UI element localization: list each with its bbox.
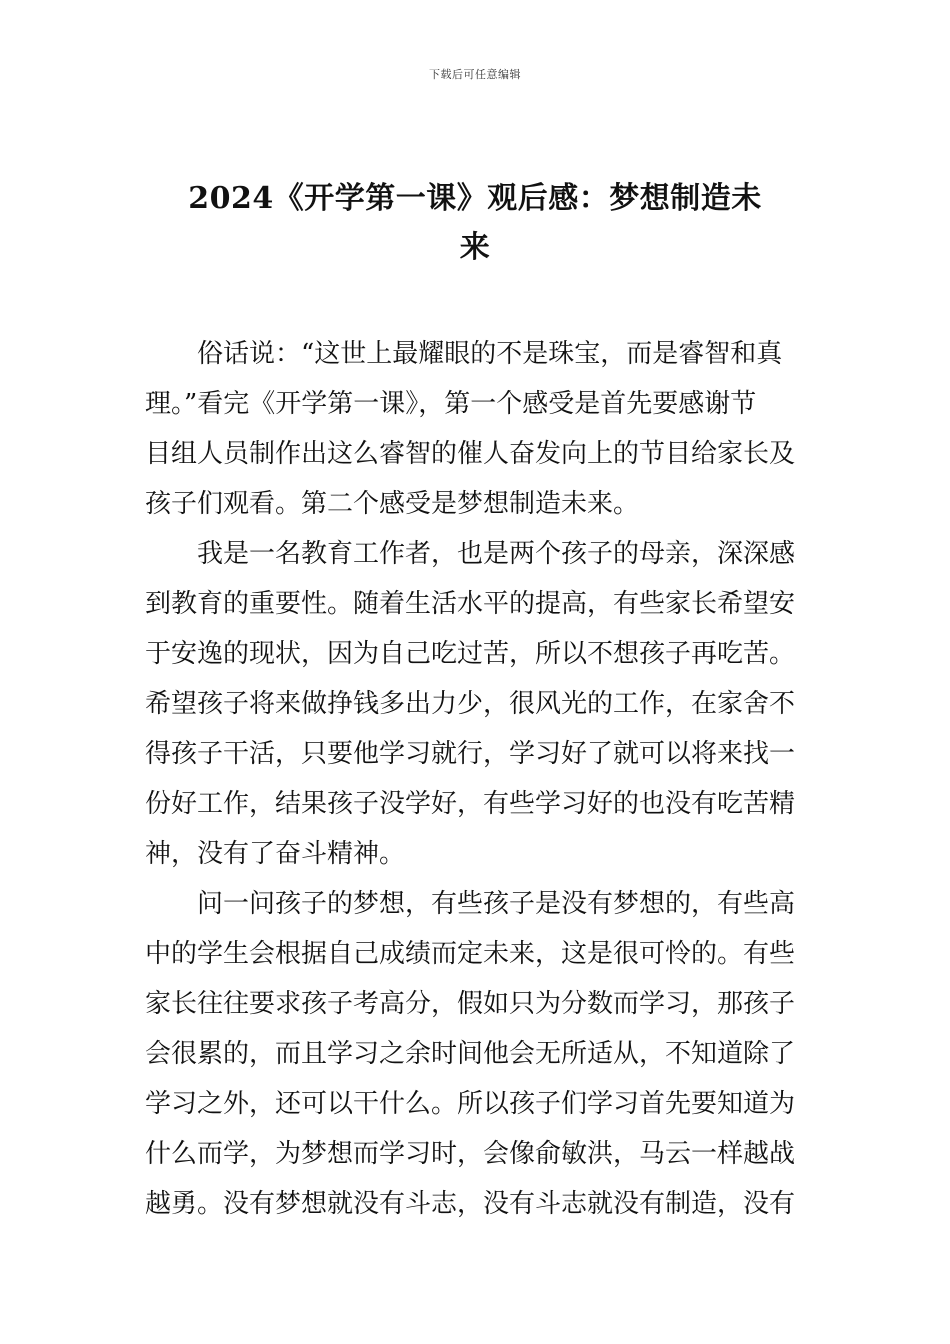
header-note: 下载后可任意编辑	[429, 68, 521, 81]
paragraph-line: 希望孩子将来做挣钱多出力少，很风光的工作，在家舍不	[145, 689, 796, 719]
paragraph-line: 孩子们观看。第二个感受是梦想制造未来。	[145, 489, 640, 519]
paragraph-line: 目组人员制作出这么睿智的催人奋发向上的节目给家长及	[145, 439, 796, 469]
paragraph-line: 于安逸的现状，因为自己吃过苦，所以不想孩子再吃苦。	[145, 639, 796, 669]
paragraph-line: 份好工作，结果孩子没学好，有些学习好的也没有吃苦精	[145, 789, 796, 819]
paragraph-line: 什么而学，为梦想而学习时，会像俞敏洪，马云一样越战	[145, 1139, 796, 1169]
title-line: 来	[459, 230, 491, 265]
paragraph-line: 问一问孩子的梦想，有些孩子是没有梦想的，有些高	[197, 889, 796, 919]
paragraph-line: 神，没有了奋斗精神。	[145, 839, 406, 869]
paragraph-line: 我是一名教育工作者，也是两个孩子的母亲，深深感	[197, 539, 796, 569]
paragraph-line: 俗话说：“这世上最耀眼的不是珠宝，而是睿智和真	[197, 339, 783, 369]
paragraph-line: 理。”看完《开学第一课》，第一个感受是首先要感谢节	[145, 389, 757, 419]
title-line: 2024《开学第一课》观后感：梦想制造未	[188, 181, 762, 216]
document-body	[145, 329, 807, 1229]
paragraph-line: 越勇。没有梦想就没有斗志，没有斗志就没有制造，没有	[145, 1189, 796, 1219]
paragraph-line: 学习之外，还可以干什么。所以孩子们学习首先要知道为	[145, 1089, 796, 1119]
paragraph-line: 到教育的重要性。随着生活水平的提高，有些家长希望安	[145, 589, 796, 619]
paragraph-line: 中的学生会根据自己成绩而定未来，这是很可怜的。有些	[145, 939, 796, 969]
document-title	[145, 174, 805, 272]
paragraph-line: 家长往往要求孩子考高分，假如只为分数而学习，那孩子	[145, 989, 796, 1019]
paragraph-line: 会很累的，而且学习之余时间他会无所适从，不知道除了	[145, 1039, 796, 1069]
paragraph-line: 得孩子干活，只要他学习就行，学习好了就可以将来找一	[145, 739, 796, 769]
